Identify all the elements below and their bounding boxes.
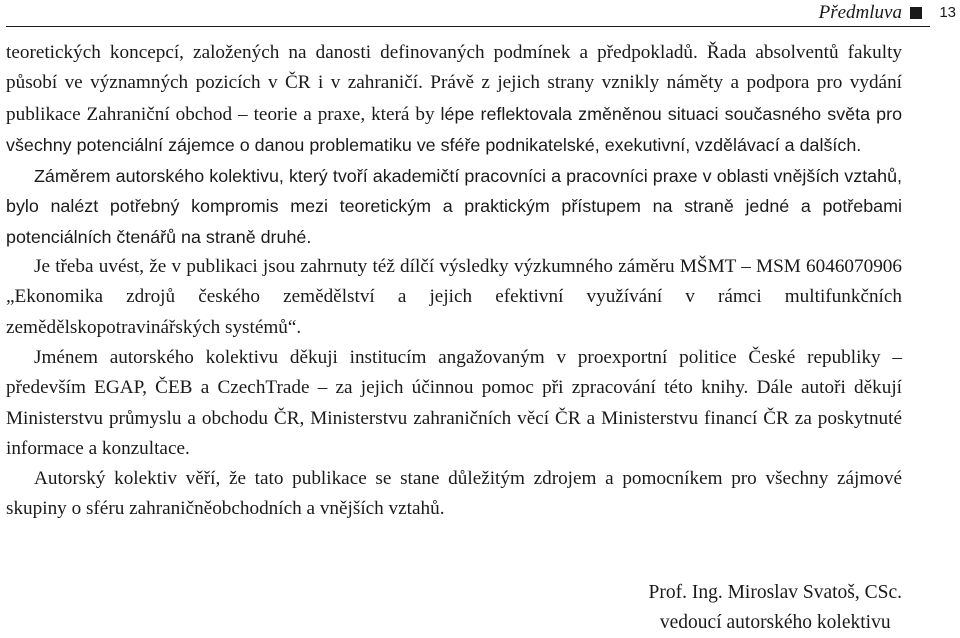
paragraph-2: Záměrem autorského kolektivu, který tvoří akademičtí pracovníci a pracovníci praxe v oblasti vnějších vztahů, bylo nalézt potřebný kompromis mezi teoretickým a praktickým přístupem na straně jedné a potřebami potenciálních čtenářů na straně druhé. <box>6 166 902 247</box>
page-number: 13 <box>939 4 956 21</box>
body-text <box>6 38 902 525</box>
signature-block <box>649 578 903 638</box>
paragraph-1-serif: teoretických koncepcí, založených na danosti definovaných podmínek a předpokladů. Řada absolventů fakulty působí ve významných pozicích v ČR i v zahraničí. Právě z jejich strany vznikly náměty a podpora pro vydání publikace Zahraniční obchod – teorie a praxe, která by <box>6 42 902 125</box>
signature-role: vedoucí autorského kolektivu <box>659 612 891 633</box>
paragraph-1-sans: lépe reflektovala změněnou situaci současného světa pro všechny potenciální zájemce o danou problematiku ve sféře podnikatelské, exekutivní, vzdělávací a dalších. <box>6 103 903 155</box>
chapter-title: Předmluva <box>818 2 902 23</box>
paragraph-3: Je třeba uvést, že v publikaci jsou zahrnuty též dílčí výsledky výzkumného záměru MŠMT – MSM 6046070906 „Ekonomika zdrojů českého zemědělství a jejich efektivní využívání v rámci multifunkčních zemědělskopotravinářských systémů“. <box>6 256 902 338</box>
paragraph-1 <box>6 38 902 161</box>
square-bullet-icon <box>910 7 922 19</box>
signature-name: Prof. Ing. Miroslav Svatoš, CSc. <box>648 582 902 603</box>
paragraph-5: Autorský kolektiv věří, že tato publikace se stane důležitým zdrojem a pomocníkem pro všechny zájmové skupiny o sféru zahraničněobchodních a vnějších vztahů. <box>6 468 902 520</box>
header-rule <box>6 26 930 27</box>
running-header <box>0 0 960 26</box>
paragraph-4: Jménem autorského kolektivu děkuji institucím angažovaným v proexportní politice České republiky – především EGAP, ČEB a CzechTrade – za jejich účinnou pomoc při zpracování této knihy. Dále autoři děkují Ministerstvu průmyslu a obchodu ČR, Ministerstvu zahraničních věcí ČR a Ministerstvu financí ČR za poskytnuté informace a konzultace. <box>6 346 902 459</box>
